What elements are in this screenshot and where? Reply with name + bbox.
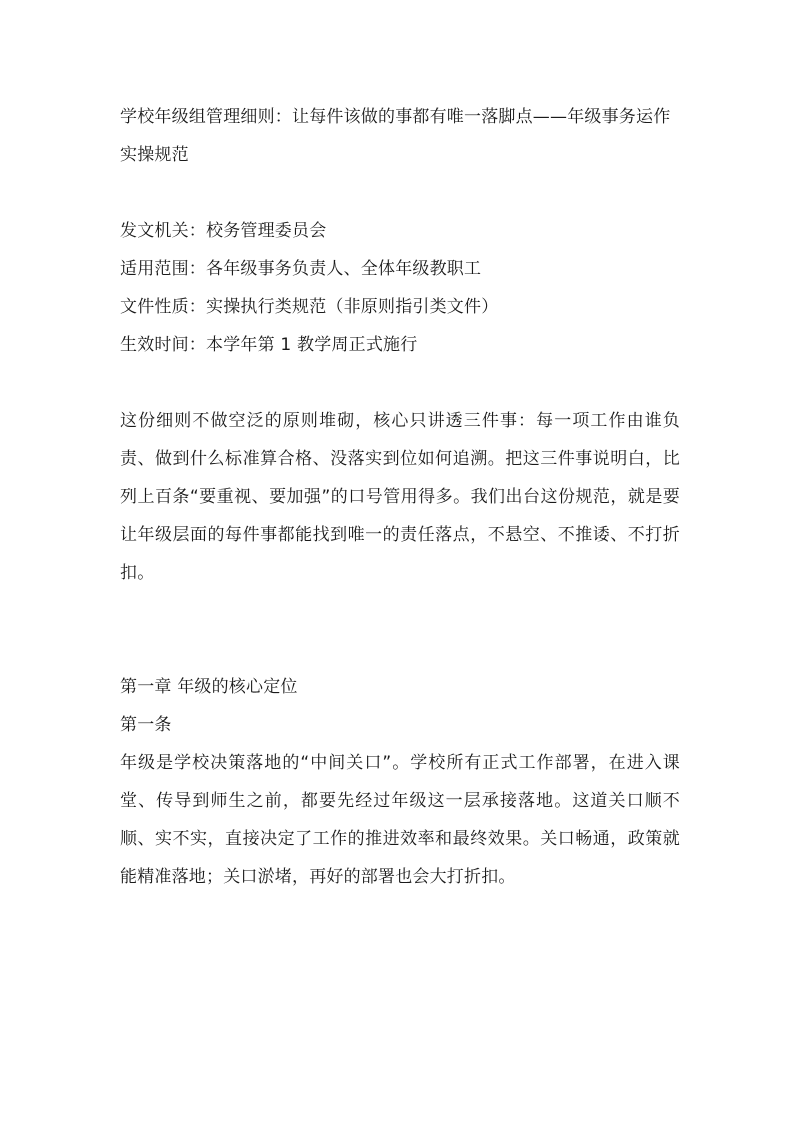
article-body: 年级是学校决策落地的“中间关口”。学校所有正式工作部署，在进入课堂、传导到师生之前，都要先经过年级这一层承接落地。这道关口顺不顺、实不实，直接决定了工作的推进效率和最终效果。关口畅通，政策就能精准落地；关口淤堵，再好的部署也会大打折扣。 bbox=[120, 753, 680, 887]
chapter-one bbox=[120, 668, 680, 896]
meta-issuer: 发文机关：校务管理委员会 bbox=[120, 221, 327, 241]
meta-scope: 适用范围：各年级事务负责人、全体年级教职工 bbox=[120, 259, 482, 279]
document-page bbox=[120, 98, 680, 896]
document-title: 学校年级组管理细则：让每件该做的事都有唯一落脚点——年级事务运作实操规范 bbox=[120, 107, 671, 165]
document-meta bbox=[120, 212, 680, 364]
intro-paragraph: 这份细则不做空泛的原则堆砌，核心只讲透三件事：每一项工作由谁负责、做到什么标准算合格、没落实到位如何追溯。把这三件事说明白，比列上百条“要重视、要加强”的口号管用得多。我们出台这份规范，就是要让年级层面的每件事都能找到唯一的责任落点，不悬空、不推诿、不打折扣。 bbox=[120, 411, 680, 583]
meta-nature: 文件性质：实操执行类规范（非原则指引类文件） bbox=[120, 297, 499, 317]
meta-effective-date: 生效时间：本学年第 1 教学周正式施行 bbox=[120, 335, 418, 355]
intro-section bbox=[120, 402, 680, 592]
article-label: 第一条 bbox=[120, 715, 172, 735]
chapter-heading: 第一章 年级的核心定位 bbox=[120, 677, 298, 697]
